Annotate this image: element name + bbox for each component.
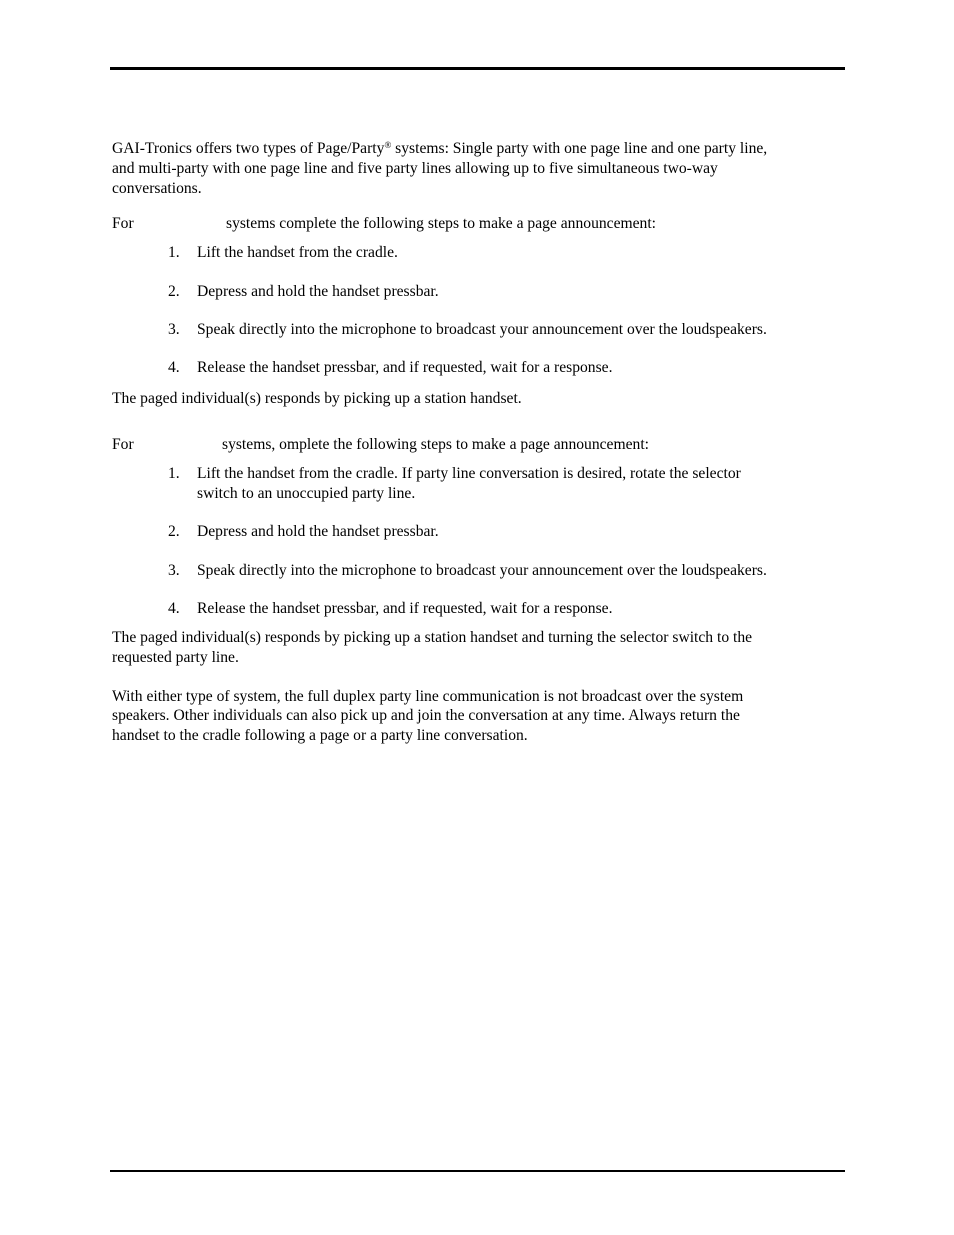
multi-step-3-text: Speak directly into the microphone to broadcast your announcement over the loudspeakers.	[197, 562, 767, 579]
single-step-1-number: 1.	[168, 244, 180, 261]
multi-party-response-line-2: requested party line.	[112, 649, 239, 666]
closing-line-1: With either type of system, the full duplex party line communication is not broadcast over the system	[112, 688, 744, 705]
single-step-4-number: 4.	[168, 359, 180, 376]
single-party-response: The paged individual(s) responds by picking up a station handset.	[112, 390, 522, 407]
intro-line-2: and multi-party with one page line and five party lines allowing up to five simultaneous two-way	[112, 160, 718, 177]
single-step-2-text: Depress and hold the handset pressbar.	[197, 283, 439, 300]
single-party-for-label: For	[112, 215, 134, 232]
multi-party-heading: systems, omplete the following steps to make a page announcement:	[222, 436, 649, 453]
multi-step-1-text-cont: switch to an unoccupied party line.	[197, 485, 416, 502]
single-party-heading: systems complete the following steps to make a page announcement:	[226, 215, 657, 232]
intro-line-1: GAI-Tronics offers two types of Page/Party® systems: Single party with one page line and one party line,	[112, 140, 768, 157]
registered-mark: ®	[384, 140, 392, 150]
multi-step-4-number: 4.	[168, 600, 180, 617]
multi-party-for-label: For	[112, 436, 134, 453]
multi-step-1-number: 1.	[168, 465, 180, 482]
multi-step-2-text: Depress and hold the handset pressbar.	[197, 523, 439, 540]
single-step-2-number: 2.	[168, 283, 180, 300]
single-step-1-text: Lift the handset from the cradle.	[197, 244, 398, 261]
closing-line-2: speakers. Other individuals can also pick up and join the conversation at any time. Always return the	[112, 707, 740, 724]
header-rule	[110, 67, 845, 70]
intro-line-3: conversations.	[112, 180, 202, 197]
single-step-4-text: Release the handset pressbar, and if requested, wait for a response.	[197, 359, 613, 376]
multi-party-response-line-1: The paged individual(s) responds by picking up a station handset and turning the selector switch to the	[112, 629, 753, 646]
multi-step-4-text: Release the handset pressbar, and if requested, wait for a response.	[197, 600, 613, 617]
closing-line-3: handset to the cradle following a page or a party line conversation.	[112, 727, 528, 744]
single-step-3-text: Speak directly into the microphone to broadcast your announcement over the loudspeakers.	[197, 321, 767, 338]
multi-step-2-number: 2.	[168, 523, 180, 540]
multi-step-1-text: Lift the handset from the cradle. If party line conversation is desired, rotate the selector	[197, 465, 741, 482]
multi-step-3-number: 3.	[168, 562, 180, 579]
single-step-3-number: 3.	[168, 321, 180, 338]
footer-rule	[110, 1170, 845, 1172]
